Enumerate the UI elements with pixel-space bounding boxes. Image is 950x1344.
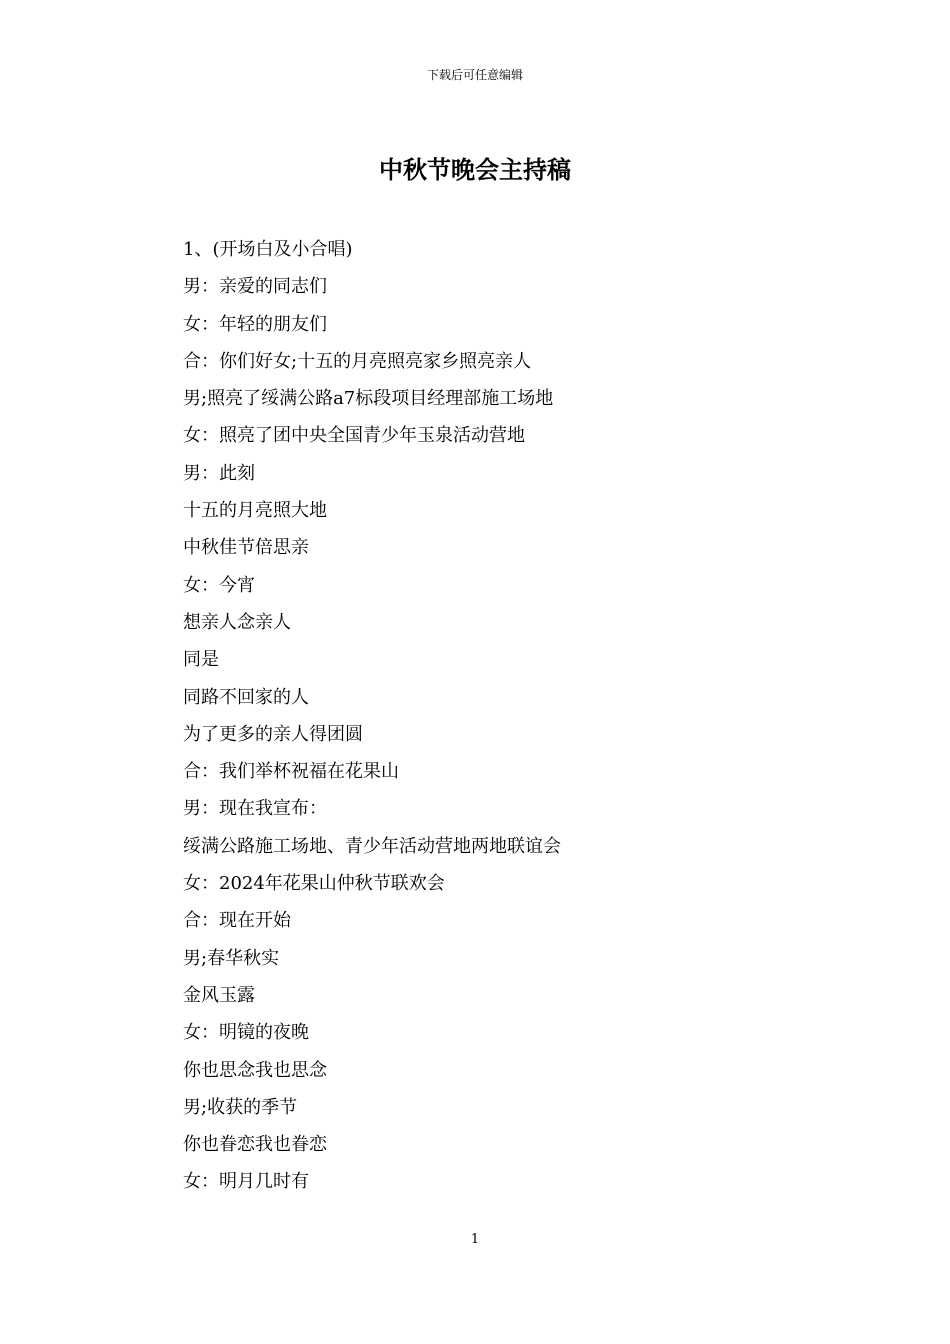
script-line: 你也思念我也思念 <box>183 1059 327 1081</box>
script-line: 绥满公路施工场地、青少年活动营地两地联谊会 <box>183 835 561 857</box>
script-line: 女：今宵 <box>183 574 255 596</box>
script-line: 你也眷恋我也眷恋 <box>183 1134 327 1156</box>
script-line: 合：现在开始 <box>183 910 291 932</box>
script-line: 合：我们举杯祝福在花果山 <box>183 761 399 783</box>
script-line: 女：照亮了团中央全国青少年玉泉活动营地 <box>183 425 525 447</box>
script-line: 女：2024年花果山仲秋节联欢会 <box>183 873 445 895</box>
script-line: 同是 <box>183 649 219 671</box>
script-line: 中秋佳节倍思亲 <box>183 537 309 559</box>
script-line: 男：此刻 <box>183 462 255 484</box>
document-body <box>183 231 803 1201</box>
script-line: 为了更多的亲人得团圆 <box>183 723 363 745</box>
script-line: 同路不回家的人 <box>183 686 309 708</box>
script-line: 男;春华秋实 <box>183 947 280 969</box>
page-header: 下载后可任意编辑 <box>426 68 523 82</box>
script-line: 十五的月亮照大地 <box>183 500 327 522</box>
document-title: 中秋节晚会主持稿 <box>379 156 571 184</box>
page-number: 1 <box>470 1232 480 1247</box>
script-line: 金风玉露 <box>183 984 255 1006</box>
script-line: 女：明镜的夜晚 <box>183 1022 309 1044</box>
script-line: 男：亲爱的同志们 <box>183 276 327 298</box>
script-line: 女：明月几时有 <box>183 1171 309 1193</box>
script-line: 男;收获的季节 <box>183 1096 298 1118</box>
script-line: 想亲人念亲人 <box>183 611 291 633</box>
script-line: 1、(开场白及小合唱) <box>183 239 353 260</box>
script-line: 男：现在我宣布： <box>183 798 327 820</box>
script-line: 女：年轻的朋友们 <box>183 313 327 335</box>
script-line: 男;照亮了绥满公路a7标段项目经理部施工场地 <box>183 388 554 410</box>
script-line: 合：你们好女;十五的月亮照亮家乡照亮亲人 <box>183 350 532 372</box>
